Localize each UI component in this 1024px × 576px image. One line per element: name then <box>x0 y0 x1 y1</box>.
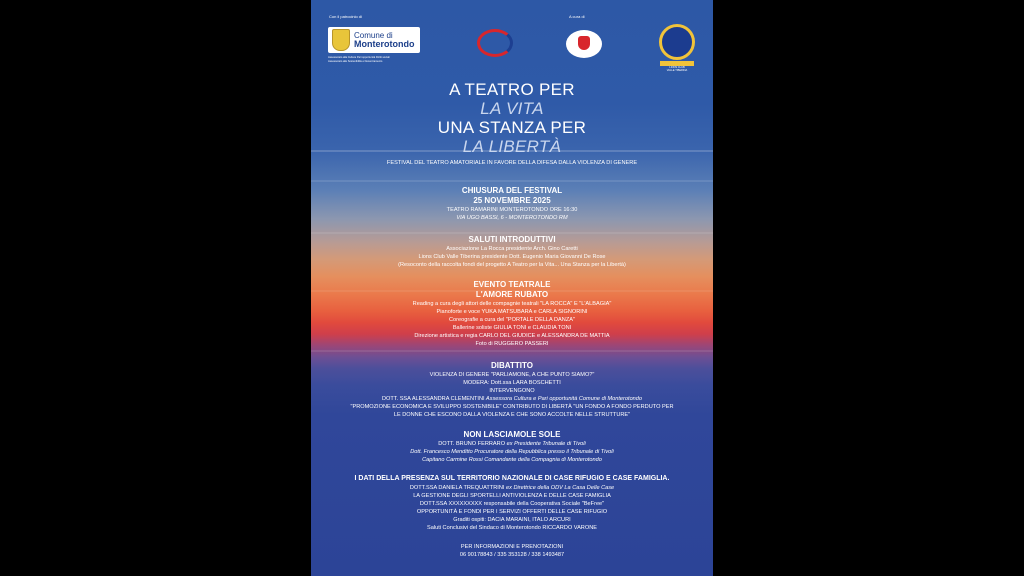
decorative-streak <box>311 180 713 182</box>
event-line: Reading a cura degli attori delle compagnie teatrali "LA ROCCA" E "L'ALBAGIA" <box>412 301 612 307</box>
theatre-event-section <box>311 280 713 348</box>
shelters-line: Graditi ospiti: DACIA MARAINI, ITALO ARCURI <box>453 517 571 523</box>
title-line2: LA VITA <box>480 99 544 118</box>
speaker-role: Assessora Cultura e Pari opportunità Comune di Monterotondo <box>484 396 643 402</box>
comune-line1: Comune di <box>354 31 393 40</box>
crest-icon <box>332 29 350 51</box>
greetings-section <box>311 235 713 269</box>
event-poster <box>311 0 713 576</box>
title-line4: LA LIBERTÀ <box>462 137 562 156</box>
greetings-line: Associazione La Rocca presidente Arch. Gino Caretti <box>446 246 578 252</box>
poster-title <box>311 80 713 156</box>
speaker-line: Capitano Carmine Rossi Comandante della Compagnia di Monterotondo <box>422 457 602 463</box>
closing-address: VIA UGO BASSI, 6 - MONTEROTONDO RM <box>456 215 568 221</box>
shelters-line: Saluti Conclusivi del Sindaco di Monterotondo RICCARDO VARONE <box>427 525 597 531</box>
greetings-heading: SALUTI INTRODUTTIVI <box>468 235 556 244</box>
speaker-line: Dott. Francesco Menditto Procuratore della Repubblica presso il Tribunale di Tivoli <box>410 449 614 455</box>
logo-bar <box>311 10 713 72</box>
debate-line <box>311 395 713 403</box>
title-line3: UNA STANZA PER <box>437 118 587 137</box>
event-line: Direzione artistica e regia CARLO DEL GIUDICE e ALESSANDRA DE MATTIA <box>414 333 610 339</box>
speaker-role: ex Presidente Tribunale di Tivoli <box>505 441 586 447</box>
shelters-section <box>311 474 713 532</box>
icm-logo <box>473 26 515 54</box>
debate-line: VIOLENZA DI GENERE "PARLIAMONE, A CHE PUNTO SIAMO?" <box>429 372 595 378</box>
patronage-label: Con il patrocinio di <box>329 14 362 19</box>
non-lasciamole-section <box>311 430 713 464</box>
debate-heading: DIBATTITO <box>491 361 533 370</box>
shelters-line <box>311 484 713 492</box>
comune-line2: Monterotondo <box>354 39 415 49</box>
closing-section <box>311 186 713 222</box>
lions-club-logo <box>658 24 696 72</box>
closing-date: 25 NOVEMBRE 2025 <box>473 196 551 205</box>
curated-by-label: A cura di <box>569 14 585 19</box>
debate-line: MODERA: Dott.ssa LARA BOSCHETTI <box>463 380 561 386</box>
closing-heading: CHIUSURA DEL FESTIVAL <box>461 186 563 195</box>
debate-line: LE DONNE CHE ESCONO DALLA VIOLENZA E CHE SONO ACCOLTE NELLE STRUTTURE" <box>393 412 631 418</box>
debate-line: "PROMOZIONE ECONOMICA E SVILUPPO SOSTENIBILE" CONTRIBUTO DI LIBERTÀ "UN FONDO A FONDO PERDUTO PER <box>350 404 674 410</box>
title-line1: A TEATRO PER <box>449 80 575 99</box>
comune-subtitle: Assessorato alla Cultura Pari opportunità Diritti sociali Assessorato alle Sostenibilità e Decentramento <box>328 56 390 63</box>
speaker-name: DOTT.SSA DANIELA TREQUATTRINI <box>409 485 505 491</box>
event-line: Coreografie a cura del "PORTALE DELLA DANZA" <box>449 317 575 323</box>
shelters-heading: I DATI DELLA PRESENZA SUL TERRITORIO NAZIONALE DI CASE RIFUGIO E CASE FAMIGLIA. <box>354 475 670 482</box>
debate-section <box>311 361 713 419</box>
non-lasciamole-heading: NON LASCIAMOLE SOLE <box>463 430 561 439</box>
info-phones: 06 90178843 / 335 353128 / 338 1493487 <box>459 552 565 558</box>
info-heading: PER INFORMAZIONI E PRENOTAZIONI <box>460 544 564 550</box>
decorative-streak <box>311 232 713 234</box>
ring-icon <box>477 29 513 57</box>
shelters-line: OPPORTUNITÀ E FONDI PER I SERVIZI OFFERTI DELLE CASE RIFUGIO <box>416 509 608 515</box>
closing-venue: TEATRO RAMARINI MONTEROTONDO ORE 16:30 <box>446 207 578 213</box>
speaker-line <box>311 440 713 448</box>
event-heading: EVENTO TEATRALE <box>473 280 551 289</box>
debate-line: INTERVENGONO <box>489 388 535 394</box>
greetings-line: (Resoconto della raccolta fondi del progetto A Teatro per la Vita... Una Stanza per la Libertà) <box>398 262 626 268</box>
greetings-line: Lions Club Valle Tiberina presidente Dott. Eugenio Maria Giovanni De Rose <box>418 254 606 260</box>
festival-tagline: FESTIVAL DEL TEATRO AMATORIALE IN FAVORE DELLA DIFESA DALLA VIOLENZA DI GENERE <box>386 160 638 166</box>
event-subheading: L'AMORE RUBATO <box>475 290 549 299</box>
shelters-line: LA GESTIONE DEGLI SPORTELLI ANTIVIOLENZA E DELLE CASE FAMIGLIA <box>413 493 611 499</box>
speaker-name: DOTT. SSA ALESSANDRA CLEMENTINI <box>381 396 485 402</box>
speaker-role: ex Direttrice della ODV La Casa Delle Case <box>504 485 615 491</box>
info-section <box>311 543 713 559</box>
speaker-name: DOTT. BRUNO FERRARO <box>438 441 506 447</box>
event-line: Pianoforte e voce YUKA MATSUBARA e CARLA SIGNORINI <box>436 309 588 315</box>
event-line: Foto di RUGGERO PASSERI <box>475 341 549 347</box>
la-rocca-logo <box>566 30 602 58</box>
lions-emblem-icon <box>659 24 695 60</box>
comune-logo <box>328 27 420 53</box>
lions-subtitle: LIONS CLUB VALLE TIBERINA <box>666 66 688 72</box>
shelters-line: DOTT.SSA XXXXXXXXX responsabile della Cooperativa Sociale "BeFree" <box>419 501 605 507</box>
decorative-streak <box>311 350 713 352</box>
event-line: Ballerine soliste GIULIA TONI e CLAUDIA TONI <box>452 325 572 331</box>
